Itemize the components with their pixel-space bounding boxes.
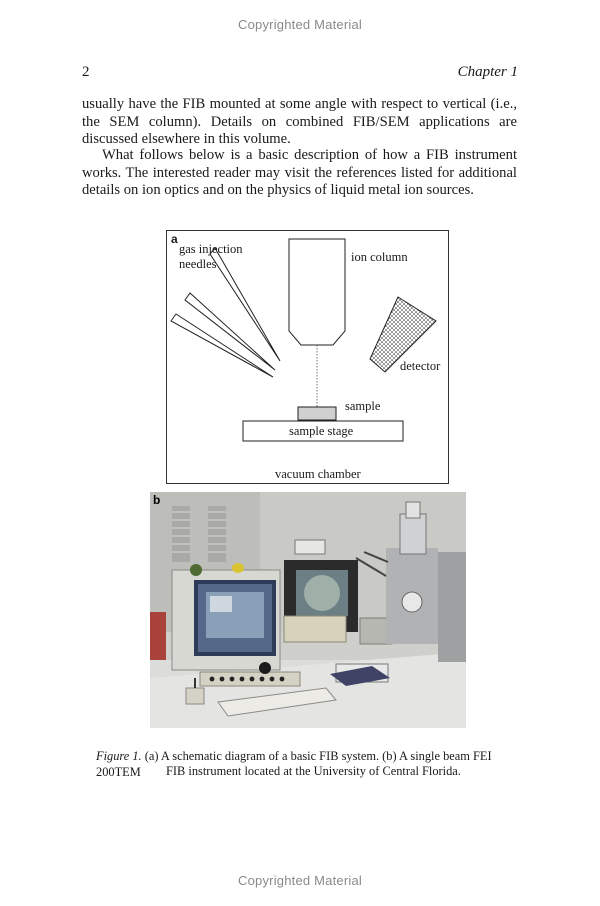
chapter-heading: Chapter 1 xyxy=(457,64,518,80)
label-sample: sample xyxy=(345,399,381,413)
body-paragraph-1: usually have the FIB mounted at some angle with respect to vertical (i.e., the SEM column). Details on combined FIB/SEM applications are discussed elsewhere in this volume. xyxy=(82,96,517,147)
sample-block xyxy=(298,407,336,420)
label-sample-stage: sample stage xyxy=(289,424,354,438)
label-ion-column: ion column xyxy=(351,250,408,264)
copyright-watermark-top: Copyrighted Material xyxy=(238,17,362,32)
body-paragraph-2: What follows below is a basic description of how a FIB instrument works. The interested reader may visit the references listed for additional details on ion optics and on the physics of liquid metal ion sources. xyxy=(82,147,517,198)
label-gas-injection: gas injection xyxy=(179,242,243,256)
label-vacuum-chamber: vacuum chamber xyxy=(275,467,361,481)
photo-illustration xyxy=(150,492,466,728)
fib-schematic-diagram xyxy=(166,230,449,484)
label-detector: detector xyxy=(400,359,441,373)
panel-label-a: a xyxy=(171,232,178,246)
figure-caption-line-2: FIB instrument located at the University of Central Florida. xyxy=(166,764,461,778)
label-needles: needles xyxy=(179,257,217,271)
panel-label-b: b xyxy=(153,493,161,507)
fib-instrument-photo xyxy=(150,492,466,728)
copyright-watermark-bottom: Copyrighted Material xyxy=(238,873,362,888)
page-number: 2 xyxy=(82,64,90,80)
figure-caption-text-1: (a) A schematic diagram of a basic FIB system. (b) A single beam FEI 200TEM xyxy=(96,749,492,779)
ion-column-shape xyxy=(289,239,345,345)
figure-caption-label: Figure 1. xyxy=(96,749,142,763)
